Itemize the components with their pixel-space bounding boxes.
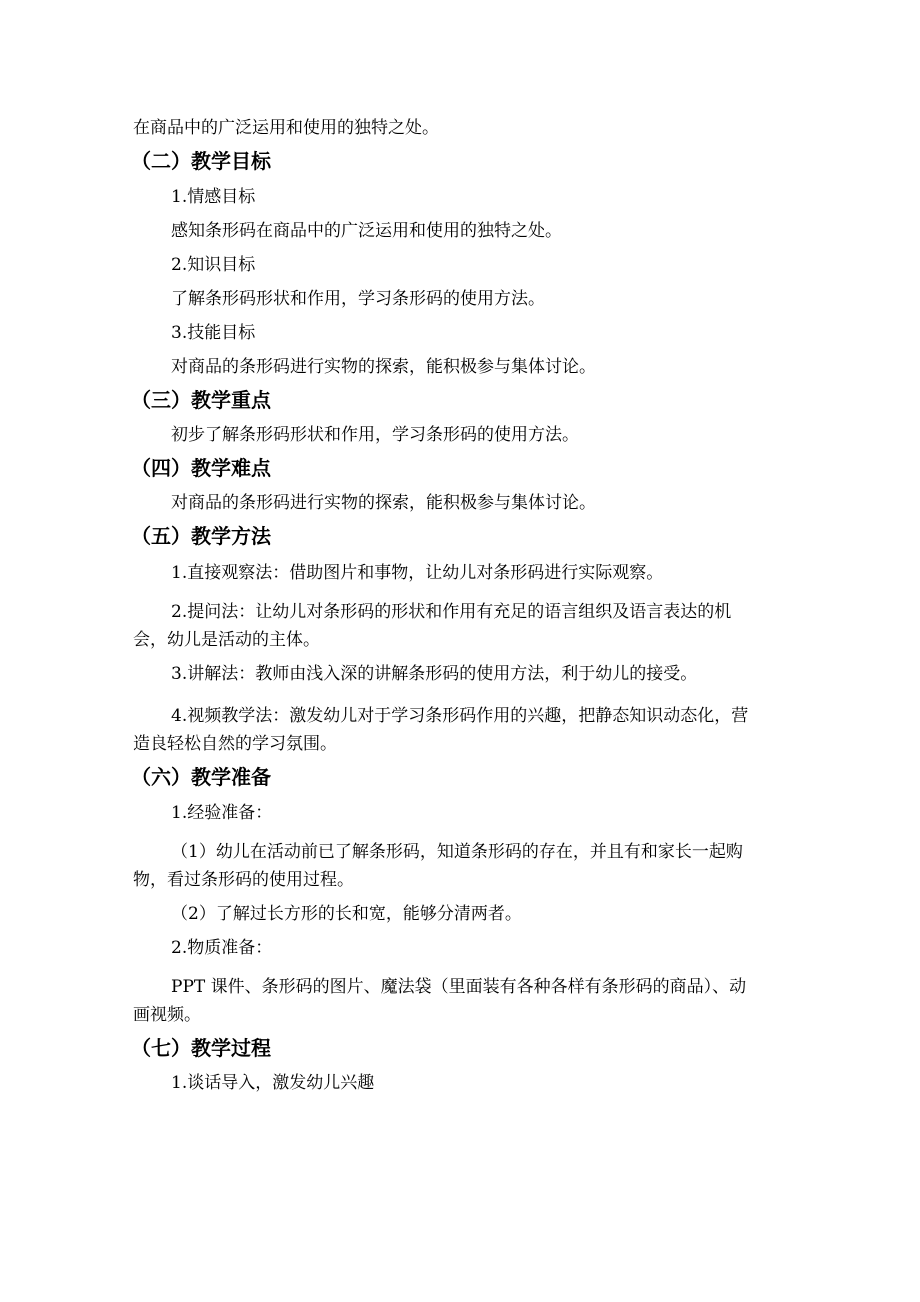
subheading-skill-goal: 3.技能目标	[171, 323, 256, 343]
paragraph-line: 会，幼儿是活动的主体。	[133, 630, 320, 650]
section-heading-process: （七）教学过程	[131, 1036, 271, 1060]
subheading-knowledge-goal: 2.知识目标	[171, 255, 256, 275]
paragraph-line: 4.视频教学法：激发幼儿对于学习条形码作用的兴趣，把静态知识动态化，营	[171, 706, 749, 726]
paragraph-line: 1.谈话导入，激发幼儿兴趣	[171, 1073, 375, 1093]
subheading-emotional-goal: 1.情感目标	[171, 187, 256, 207]
paragraph-line: 对商品的条形码进行实物的探索，能积极参与集体讨论。	[171, 493, 596, 513]
paragraph-line: 了解条形码形状和作用，学习条形码的使用方法。	[171, 289, 545, 309]
paragraph-line: 初步了解条形码形状和作用，学习条形码的使用方法。	[171, 425, 579, 445]
subheading-material-prep: 2.物质准备：	[171, 938, 273, 958]
section-heading-key-points: （三）教学重点	[131, 388, 271, 412]
paragraph-line: 造良轻松自然的学习氛围。	[133, 734, 337, 754]
paragraph-line: 画视频。	[133, 1005, 201, 1025]
paragraph-line: PPT 课件、条形码的图片、魔法袋（里面装有各种各样有条形码的商品）、动	[171, 977, 747, 997]
paragraph-line: （2）了解过长方形的长和宽，能够分清两者。	[171, 904, 522, 924]
section-heading-methods: （五）教学方法	[131, 524, 271, 548]
section-heading-objectives: （二）教学目标	[131, 149, 271, 173]
section-heading-difficulties: （四）教学难点	[131, 456, 271, 480]
paragraph-line: 感知条形码在商品中的广泛运用和使用的独特之处。	[171, 221, 562, 241]
paragraph-line: 3.讲解法：教师由浅入深的讲解条形码的使用方法，利于幼儿的接受。	[171, 664, 698, 684]
subheading-experience-prep: 1.经验准备：	[171, 803, 273, 823]
paragraph-line: 2.提问法：让幼儿对条形码的形状和作用有充足的语言组织及语言表达的机	[171, 602, 732, 622]
paragraph-line: （1）幼儿在活动前已了解条形码，知道条形码的存在，并且有和家长一起购	[171, 842, 743, 862]
paragraph-line: 1.直接观察法：借助图片和事物，让幼儿对条形码进行实际观察。	[171, 563, 664, 583]
paragraph-line: 在商品中的广泛运用和使用的独特之处。	[133, 118, 439, 138]
paragraph-line: 对商品的条形码进行实物的探索，能积极参与集体讨论。	[171, 357, 596, 377]
paragraph-line: 物，看过条形码的使用过程。	[133, 870, 354, 890]
section-heading-preparation: （六）教学准备	[131, 765, 271, 789]
